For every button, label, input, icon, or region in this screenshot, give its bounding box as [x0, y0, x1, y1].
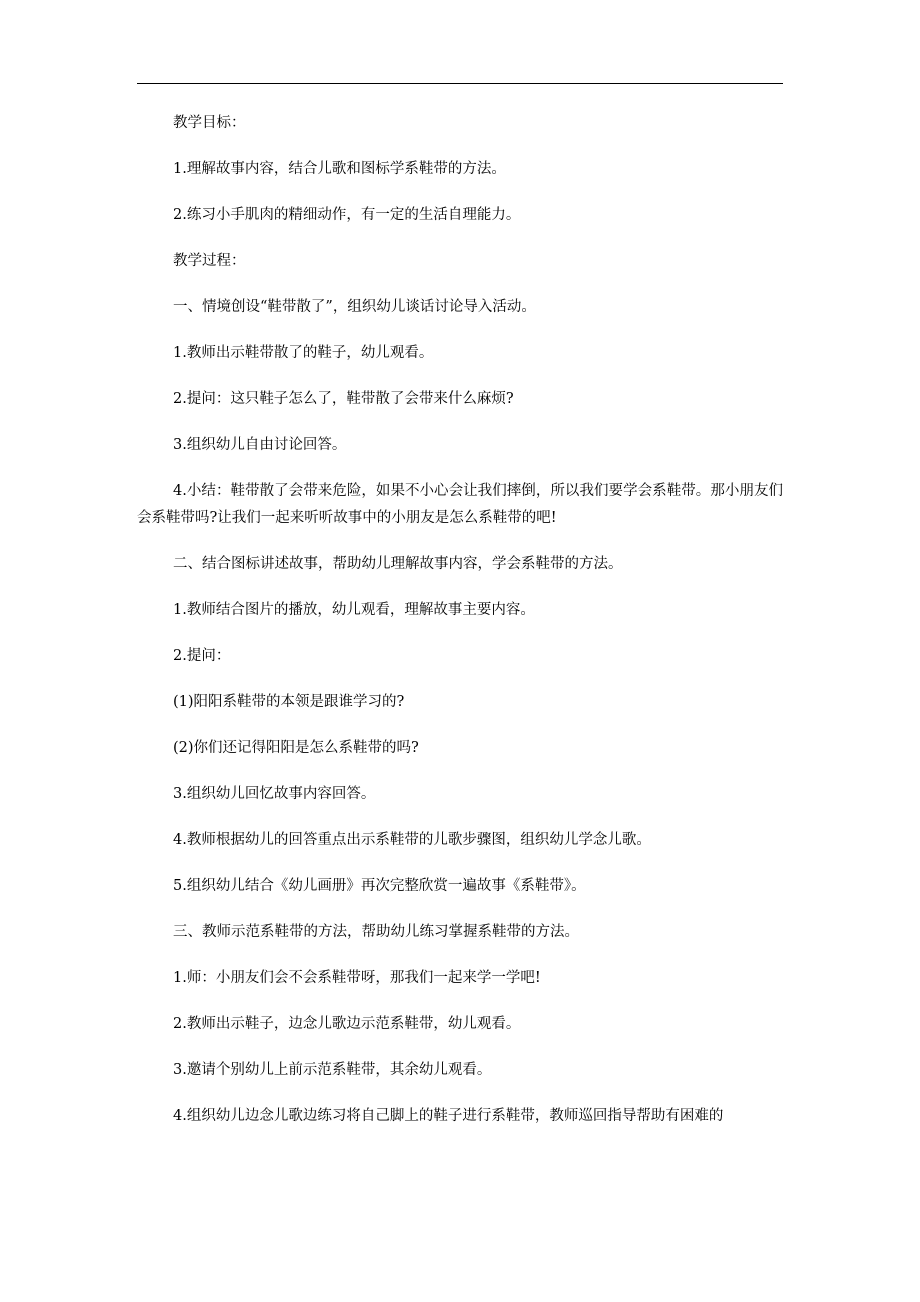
- paragraph: 3.组织幼儿自由讨论回答。: [173, 437, 347, 453]
- paragraph: 5.组织幼儿结合《幼儿画册》再次完整欣赏一遍故事《系鞋带》。: [173, 878, 586, 894]
- paragraph: (1)阳阳系鞋带的本领是跟谁学习的?: [173, 694, 405, 710]
- paragraph: 二、结合图标讲述故事，帮助幼儿理解故事内容，学会系鞋带的方法。: [173, 556, 623, 572]
- paragraph: 2.提问：: [173, 648, 231, 664]
- paragraph: 三、教师示范系鞋带的方法，帮助幼儿练习掌握系鞋带的方法。: [173, 924, 579, 940]
- paragraph: 1.师：小朋友们会不会系鞋带呀，那我们一起来学一学吧!: [173, 970, 541, 986]
- section-heading-process: 教学过程：: [173, 253, 246, 269]
- paragraph: 1.理解故事内容，结合儿歌和图标学系鞋带的方法。: [173, 161, 506, 177]
- header-rule: [137, 83, 783, 84]
- paragraph: (2)你们还记得阳阳是怎么系鞋带的吗?: [173, 740, 419, 756]
- paragraph: 3.邀请个别幼儿上前示范系鞋带，其余幼儿观看。: [173, 1062, 492, 1078]
- paragraph: 4.教师根据幼儿的回答重点出示系鞋带的儿歌步骤图，组织幼儿学念儿歌。: [173, 832, 651, 848]
- paragraph: 1.教师结合图片的播放，幼儿观看，理解故事主要内容。: [173, 602, 535, 618]
- paragraph: 2.提问：这只鞋子怎么了，鞋带散了会带来什么麻烦?: [173, 391, 514, 407]
- paragraph: 4.小结：鞋带散了会带来危险，如果不小心会让我们摔倒，所以我们要学会系鞋带。那小朋友们会系鞋带吗?让我们一起来听听故事中的小朋友是怎么系鞋带的吧!: [137, 483, 783, 526]
- paragraph: 3.组织幼儿回忆故事内容回答。: [173, 786, 376, 802]
- paragraph: 2.练习小手肌肉的精细动作，有一定的生活自理能力。: [173, 207, 521, 223]
- paragraph: 1.教师出示鞋带散了的鞋子，幼儿观看。: [173, 345, 434, 361]
- paragraph: 一、情境创设“鞋带散了”，组织幼儿谈话讨论导入活动。: [173, 299, 536, 315]
- section-heading-goals: 教学目标：: [173, 115, 246, 131]
- paragraph: 2.教师出示鞋子，边念儿歌边示范系鞋带，幼儿观看。: [173, 1016, 521, 1032]
- paragraph: 4.组织幼儿边念儿歌边练习将自己脚上的鞋子进行系鞋带，教师巡回指导帮助有困难的: [173, 1108, 724, 1124]
- document-body: [137, 110, 783, 1130]
